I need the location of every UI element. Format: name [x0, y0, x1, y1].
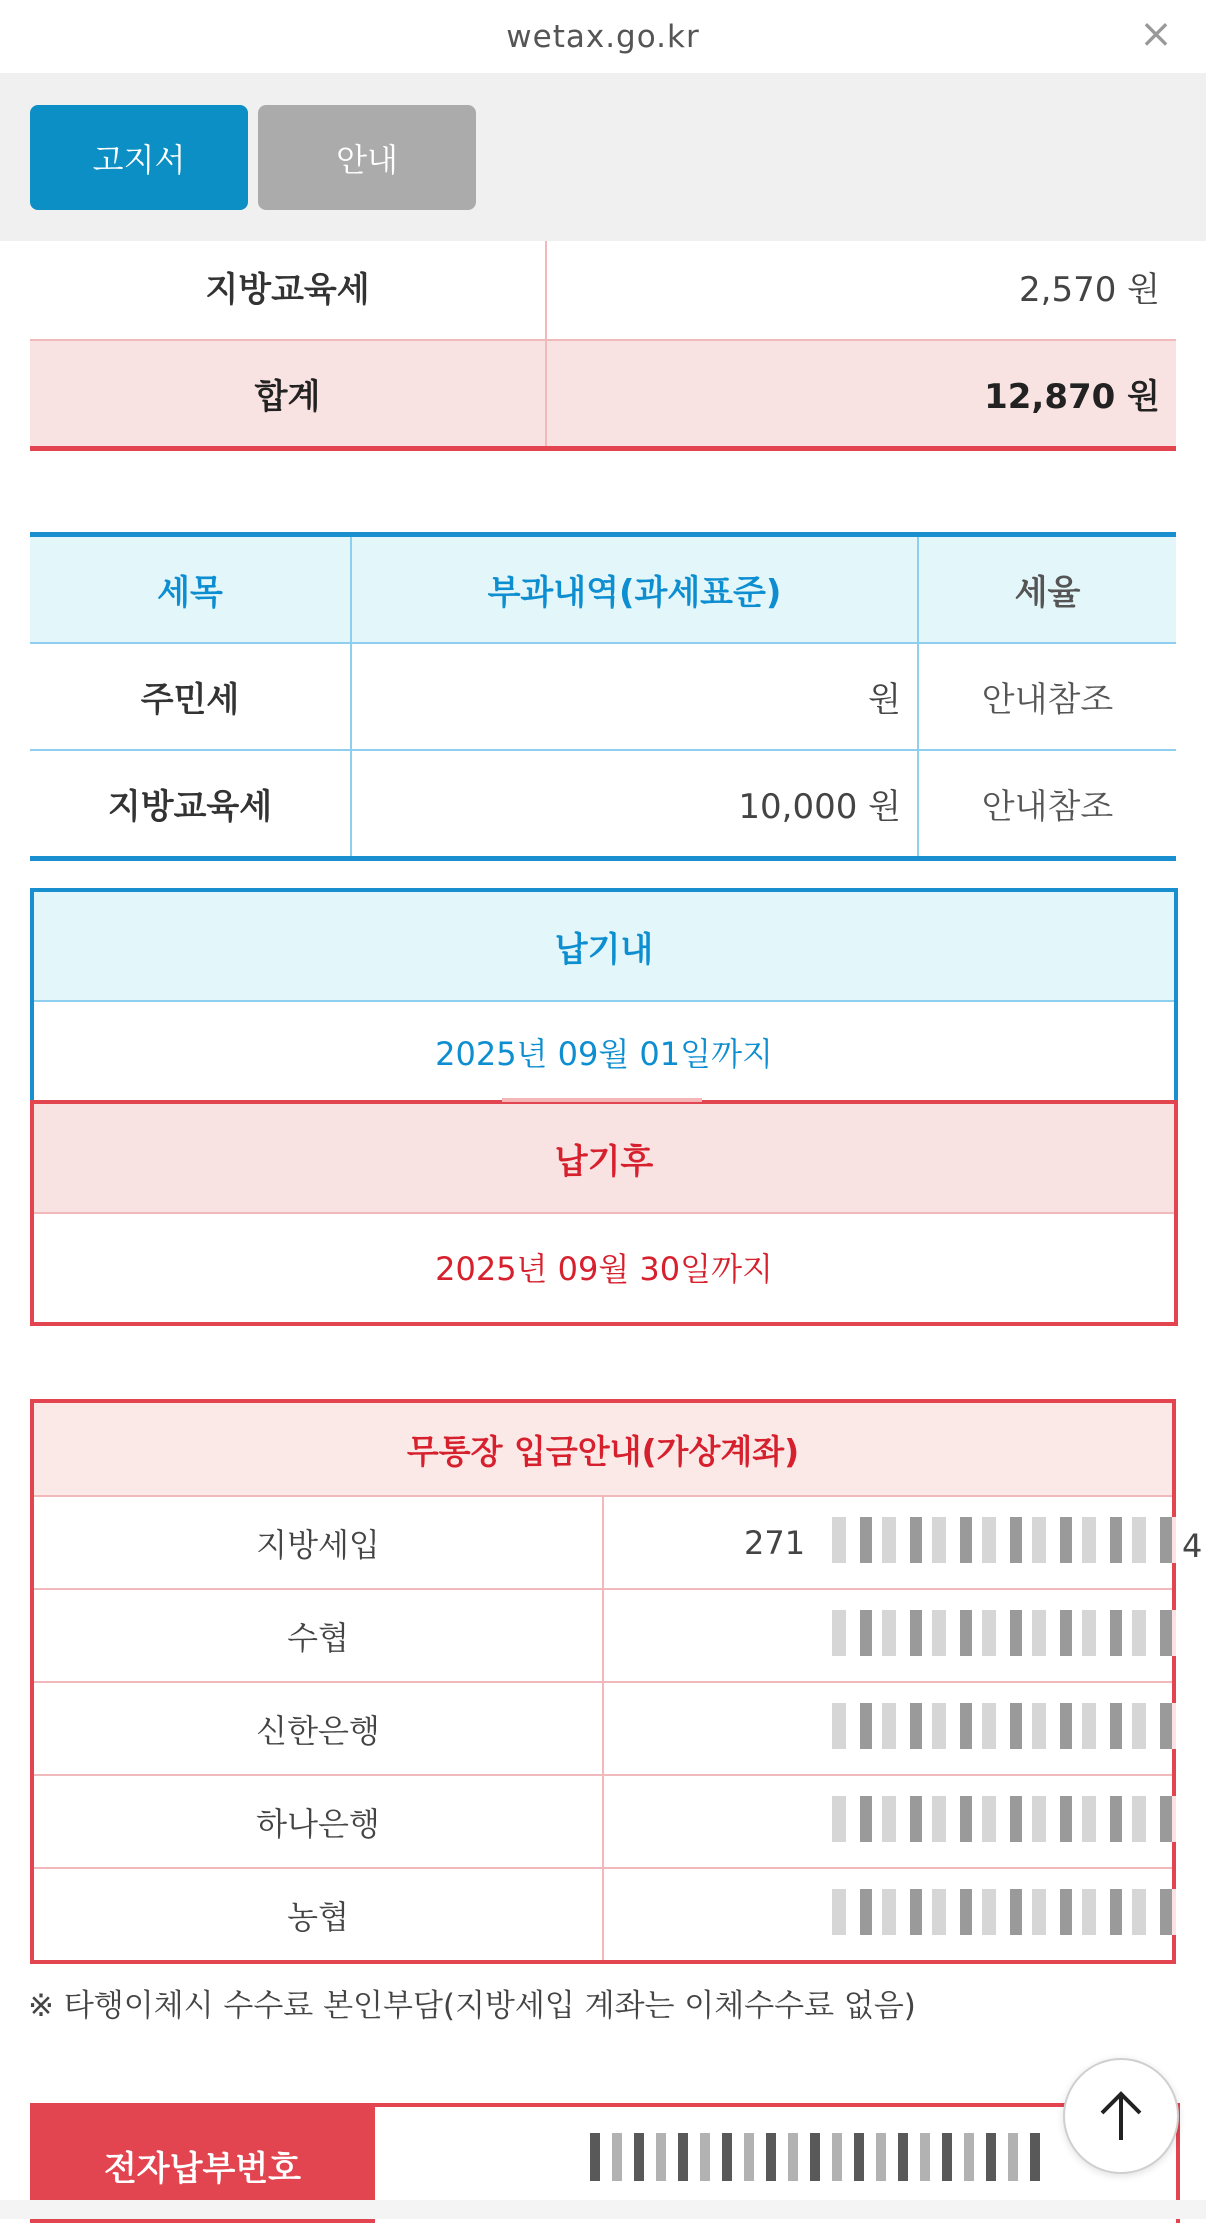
- fee-note: ※ 타행이체시 수수료 본인부담(지방세입 계좌는 이체수수료 없음): [28, 1988, 916, 2024]
- table-row: [32, 1589, 1174, 1682]
- tab-notice[interactable]: 고지서: [30, 105, 248, 210]
- bank-name: 신한은행: [32, 1682, 603, 1775]
- tax-base: 원: [351, 643, 918, 750]
- browser-top-bar: [0, 0, 1206, 74]
- account-number[interactable]: [603, 1496, 1203, 1589]
- total-value: 12,870 원: [546, 340, 1176, 449]
- tax-item: 지방교육세: [30, 750, 351, 859]
- tax-rate: 안내참조: [918, 643, 1176, 750]
- account-table-title: 무통장 입금안내(가상계좌): [32, 1401, 1174, 1496]
- header-item: 세목: [30, 535, 351, 644]
- due-within-title: 납기내: [34, 892, 1174, 1002]
- redacted-mask: [832, 1889, 1180, 1935]
- table-row: [32, 1868, 1174, 1962]
- tab-guide[interactable]: 안내: [258, 105, 476, 210]
- bank-name: 하나은행: [32, 1775, 603, 1868]
- redacted-mask: [832, 1517, 1180, 1563]
- redacted-mask: [832, 1796, 1180, 1842]
- tax-base: 10,000 원: [351, 750, 918, 859]
- table-row: [30, 750, 1176, 859]
- table-row: [32, 1775, 1174, 1868]
- scroll-to-top-button[interactable]: [1063, 2058, 1179, 2174]
- summary-value: 2,570 원: [546, 233, 1176, 340]
- epay-label: 전자납부번호: [30, 2107, 375, 2223]
- account-number[interactable]: [603, 1682, 1174, 1775]
- table-row: [30, 643, 1176, 750]
- tax-breakdown-table: [30, 532, 1176, 861]
- account-number[interactable]: [603, 1775, 1174, 1868]
- close-icon[interactable]: ×: [1139, 11, 1173, 57]
- tax-item: 주민세: [30, 643, 351, 750]
- due-within-box: [30, 888, 1178, 1104]
- due-after-date: 2025년 09월 30일까지: [435, 1250, 773, 1288]
- bank-name: 농협: [32, 1868, 603, 1962]
- table-row: [32, 1496, 1174, 1589]
- due-after-box: [30, 1100, 1178, 1326]
- due-within-date: 2025년 09월 01일까지: [435, 1035, 773, 1073]
- redacted-mask: [832, 1703, 1180, 1749]
- account-number[interactable]: [603, 1868, 1174, 1962]
- summary-label: 지방교육세: [30, 233, 546, 340]
- account-number[interactable]: [603, 1589, 1174, 1682]
- url-label: wetax.go.kr: [506, 18, 700, 55]
- total-label: 합계: [30, 340, 546, 449]
- account-number-suffix: 4: [1182, 1527, 1203, 1565]
- redacted-mask: [590, 2133, 1040, 2181]
- bank-name: 수협: [32, 1589, 603, 1682]
- header-rate: 세율: [918, 535, 1176, 644]
- table-row: [32, 1682, 1174, 1775]
- redacted-mask: [832, 1610, 1180, 1656]
- virtual-account-table: [30, 1399, 1203, 1964]
- account-number-prefix: 271: [744, 1523, 806, 1562]
- tax-rate: 안내참조: [981, 787, 1114, 827]
- bottom-bar: [0, 2200, 1206, 2219]
- tab-bar: [0, 73, 1206, 241]
- header-base: 부과내역(과세표준): [351, 535, 918, 644]
- arrow-up-icon: [1096, 2088, 1146, 2144]
- due-divider: [502, 1098, 702, 1102]
- due-after-title: 납기후: [34, 1104, 1174, 1214]
- bank-name: 지방세입: [32, 1496, 603, 1589]
